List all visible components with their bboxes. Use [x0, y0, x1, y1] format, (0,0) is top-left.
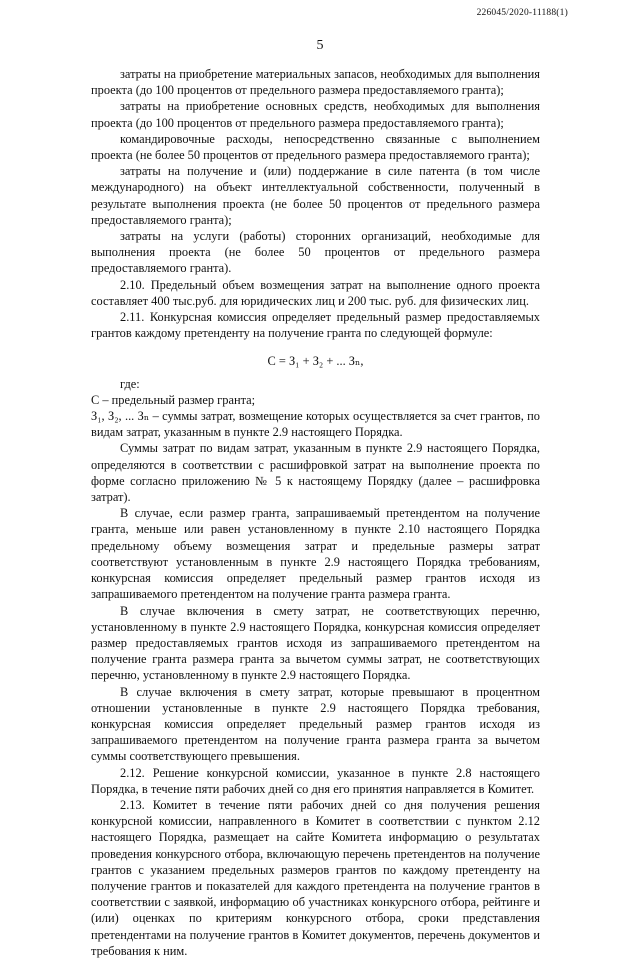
- paragraph-2-13: 2.13. Комитет в течение пяти рабочих дней со дня получения решения конкурсной комиссии, направленного в Комитет в соответствии с пунктом 2.12 настоящего Порядка, размещает на сайте Комитета информацию о результатах проведения конкурсного отбора, включающую перечень претендентов на получение грантов с указанием предельных размеров грантов по каждому претенденту на получение грантов и показателей для каждого претендента на получение грантов в соответствии с заявкой, информацию об участниках конкурсного отбора, рейтинге и (или) оценках по критериям конкурсного отбора, сроки представления претендентами на получение грантов в Комитет документов, перечень документов и требования к ним.: [91, 797, 540, 958]
- formula-definition-z: З₁, З₂, ... Зₙ – суммы затрат, возмещение которых осуществляется за счет грантов, по видам затрат, указанным в пункте 2.9 настоящего Порядка.: [91, 409, 540, 440]
- paragraph: В случае, если размер гранта, запрашиваемый претендентом на получение гранта, меньше или равен установленному в пункте 2.10 настоящего Порядка предельному объему возмещения затрат и предельные размеры затрат соответствуют установленным в пункте 2.9 настоящего Порядка требованиям, конкурсная комиссия определяет предельный размер грантов исходя из запрашиваемого претендентом на получение гранта размера гранта.: [91, 506, 540, 602]
- paragraph: затраты на приобретение материальных запасов, необходимых для выполнения проекта (до 100 процентов от предельного размера предоставляемого гранта);: [91, 67, 540, 98]
- formula-definition-c: С – предельный размер гранта;: [91, 392, 256, 407]
- paragraph: Суммы затрат по видам затрат, указанным в пункте 2.9 настоящего Порядка, определяются в соответствии с расшифровкой затрат на выполнение проекта по форме согласно приложению № 5 к настоящему Порядку (далее – расшифровка затрат).: [91, 441, 540, 505]
- paragraph-2-12: 2.12. Решение конкурсной комиссии, указанное в пункте 2.8 настоящего Порядка, в течение пяти рабочих дней со дня его принятия направляется в Комитет.: [91, 765, 540, 796]
- paragraph: затраты на приобретение основных средств, необходимых для выполнения проекта (до 100 процентов от предельного размера предоставляемого гранта);: [91, 99, 540, 130]
- paragraph: командировочные расходы, непосредственно связанные с выполнением проекта (не более 50 процентов от предельного размера предоставляемого гранта);: [91, 131, 540, 163]
- document-body: [91, 66, 540, 959]
- paragraph-2-10: 2.10. Предельный объем возмещения затрат на выполнение одного проекта составляет 400 тыс.руб. для юридических лиц и 200 тыс. руб. для физических лиц.: [91, 277, 540, 308]
- paragraph: В случае включения в смету затрат, которые превышают в процентном отношении установленные в пункте 2.9 настоящего Порядка требования, конкурсная комиссия определяет предельный размер грантов исходя из запрашиваемого претендентом на получение гранта размера гранта за вычетом суммы соответствующего превышения.: [91, 684, 540, 764]
- paragraph: В случае включения в смету затрат, не соответствующих перечню, установленному в пункте 2.9 настоящего Порядка, конкурсная комиссия определяет размер предоставляемых грантов исходя из запрашиваемого претендентом на получение гранта размера гранта за вычетом суммы затрат, не соответствующих перечню, установленному в пункте 2.9 настоящего Порядка.: [91, 603, 540, 683]
- paragraph: затраты на получение и (или) поддержание в силе патента (в том числе международного) на объект интеллектуальной собственности, полученный в результате выполнения проекта (не более 50 процентов от предельного размера предоставляемого гранта);: [91, 164, 540, 227]
- document-number: 226045/2020-11188(1): [476, 8, 568, 18]
- page-number: 5: [316, 38, 324, 53]
- paragraph-2-11: 2.11. Конкурсная комиссия определяет предельный размер предоставляемых грантов каждому претенденту на получение гранта по следующей формуле:: [91, 310, 540, 341]
- paragraph: затраты на услуги (работы) сторонних организаций, необходимые для выполнения проекта (не более 50 процентов от предельного размера предоставляемого гранта).: [91, 229, 540, 276]
- grant-formula: С = З₁ + З₂ + ... Зₙ,: [267, 354, 364, 369]
- formula-where: где:: [120, 376, 140, 391]
